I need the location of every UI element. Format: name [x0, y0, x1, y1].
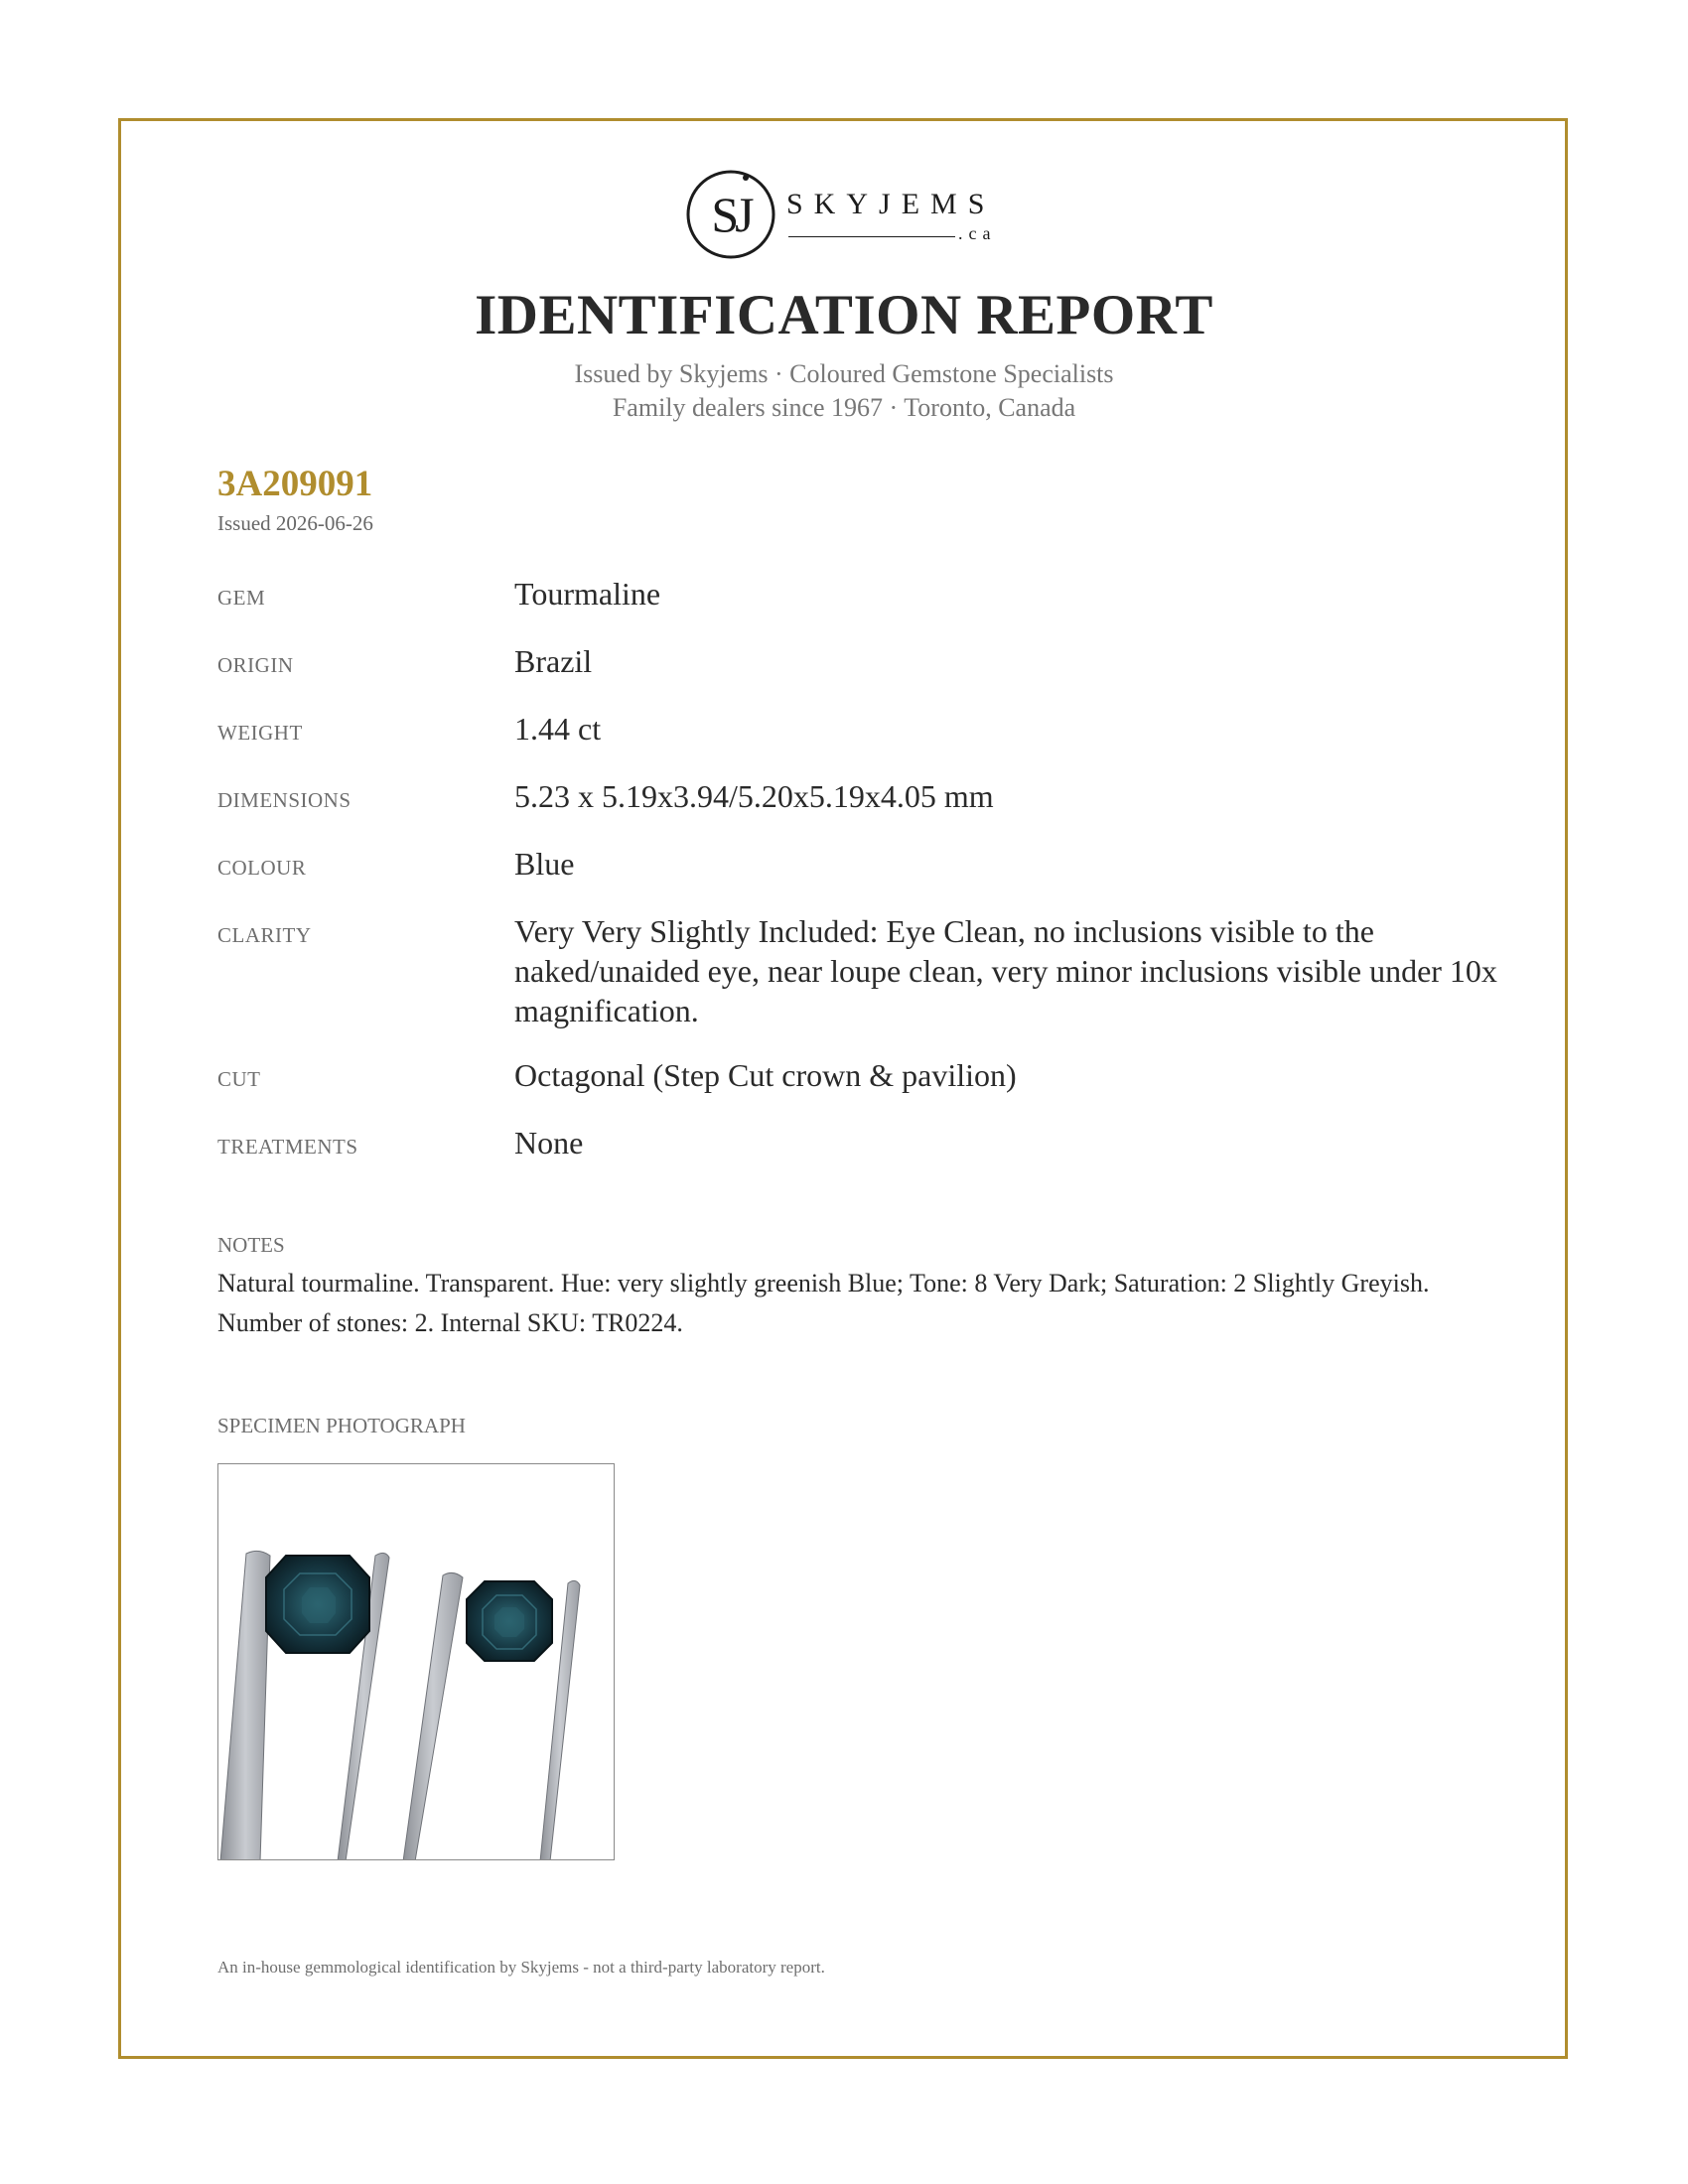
brand-tld: .ca [958, 223, 997, 243]
dimensions-value: 5.23 x 5.19x3.94/5.20x5.19x4.05 mm [514, 778, 994, 814]
report-title: IDENTIFICATION REPORT [475, 284, 1213, 346]
clarity-value: Very Very Slightly Included: Eye Clean, no inclusions visible to the naked/unaided eye, near loupe clean, very minor inclusions visible under 10x magnification. [514, 913, 1497, 1028]
skyjems-logo [685, 166, 1013, 265]
brand-name: SKYJEMS [786, 188, 996, 220]
weight-label: WEIGHT [217, 721, 303, 745]
issue-date: Issued 2026-06-26 [217, 511, 373, 535]
photo-label: SPECIMEN PHOTOGRAPH [217, 1414, 466, 1437]
cut-value: Octagonal (Step Cut crown & pavilion) [514, 1057, 1017, 1093]
colour-label: COLOUR [217, 856, 307, 880]
subtitle-issuer: Issued by Skyjems · Coloured Gemstone Specialists [574, 359, 1114, 388]
notes-label: NOTES [217, 1233, 285, 1257]
dimensions-label: DIMENSIONS [217, 788, 352, 812]
treatments-label: TREATMENTS [217, 1135, 358, 1159]
weight-value: 1.44 ct [514, 711, 602, 747]
cut-label: CUT [217, 1067, 261, 1091]
treatments-value: None [514, 1125, 584, 1160]
colour-value: Blue [514, 846, 575, 882]
gem-value: Tourmaline [514, 576, 661, 612]
brand-rule [788, 236, 955, 237]
origin-label: ORIGIN [217, 653, 294, 677]
gem-label: GEM [217, 586, 266, 610]
subtitle-location: Family dealers since 1967 · Toronto, Canada [612, 393, 1076, 422]
svg-text:SJ: SJ [711, 187, 751, 242]
gemstones-in-tweezers-image [218, 1464, 615, 1860]
sj-monogram-icon [685, 166, 784, 265]
footer-disclaimer: An in-house gemmological identification by Skyjems - not a third-party laboratory report. [217, 1958, 825, 1977]
origin-value: Brazil [514, 643, 593, 679]
clarity-label: CLARITY [217, 923, 312, 947]
report-number: 3A209091 [217, 464, 373, 504]
specimen-photo [217, 1463, 615, 1860]
notes-text: Natural tourmaline. Transparent. Hue: very slightly greenish Blue; Tone: 8 Very Dark; Saturation: 2 Slightly Greyish. Number of stones: 2. Internal SKU: TR0224. [217, 1269, 1430, 1337]
